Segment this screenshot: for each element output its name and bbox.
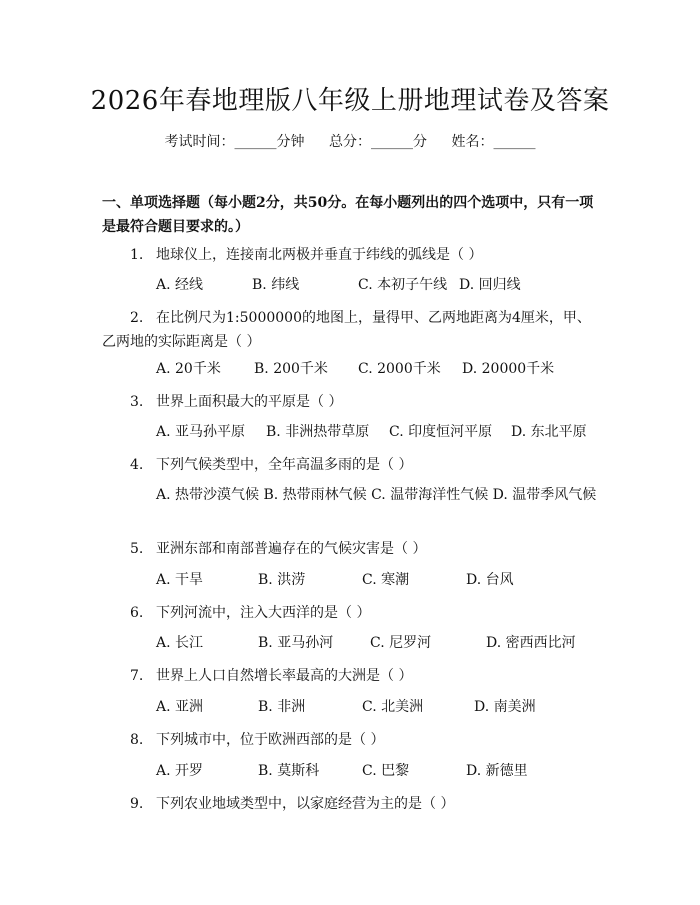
option-b: B. 纬线	[252, 277, 300, 293]
exam-meta	[0, 131, 700, 151]
question-text: 亚洲东部和南部普遍存在的气候灾害是（ ）	[156, 541, 427, 557]
page-title: 2026年春地理版八年级上册地理试卷及答案	[90, 86, 610, 116]
question-9	[102, 792, 602, 816]
option-c: C. 尼罗河	[370, 635, 432, 651]
option-d: D. 20000千米	[462, 361, 555, 377]
option-a: A. 亚马孙平原	[156, 424, 246, 440]
question-5	[102, 537, 602, 561]
option-b: B. 莫斯科	[258, 763, 320, 779]
question-text: 世界上人口自然增长率最高的大洲是（ ）	[156, 668, 413, 684]
exam-time-field: 考试时间：______分钟	[164, 134, 305, 150]
question-number: 2.	[130, 310, 144, 326]
option-b: B. 200千米	[254, 361, 328, 377]
option-a: A. 开罗	[156, 763, 204, 779]
question-number: 5.	[130, 541, 144, 557]
question-text: 下列农业地域类型中，以家庭经营为主的是（ ）	[156, 796, 455, 812]
option-c: C. 巴黎	[362, 763, 410, 779]
option-c: C. 北美洲	[362, 699, 424, 715]
option-b: B. 非洲	[258, 699, 306, 715]
option-a: A. 20千米	[156, 361, 221, 377]
option-c: C. 本初子午线	[358, 277, 448, 293]
question-text: 下列城市中，位于欧洲西部的是（ ）	[156, 732, 385, 748]
question-number: 4.	[130, 457, 144, 473]
question-number: 7.	[130, 668, 144, 684]
question-3	[102, 390, 602, 414]
option-c: C. 印度恒河平原	[389, 424, 493, 440]
question-8	[102, 728, 602, 752]
option-c: C. 2000千米	[358, 361, 441, 377]
option-d: D. 回归线	[459, 277, 521, 293]
option-a: A. 干旱	[156, 572, 204, 588]
question-4	[102, 453, 602, 477]
option-c: C. 寒潮	[362, 572, 410, 588]
option-a: A. 亚洲	[156, 699, 204, 715]
option-d: D. 台风	[466, 572, 514, 588]
question-text: 下列河流中，注入大西洋的是（ ）	[156, 605, 371, 621]
question-6	[102, 601, 602, 625]
question-text: 下列气候类型中，全年高温多雨的是（ ）	[156, 457, 413, 473]
question-text: 在比例尺为1:5000000的地图上，量得甲、乙两地距离为4厘米，甲、乙两地的实际距离是（ ）	[102, 310, 591, 350]
question-number: 3.	[130, 394, 144, 410]
question-text: 地球仪上，连接南北两极并垂直于纬线的弧线是（ ）	[156, 247, 483, 263]
option-a: A. 长江	[156, 635, 204, 651]
question-number: 8.	[130, 732, 144, 748]
option-a: A. 经线	[156, 277, 204, 293]
question-4-options: A. 热带沙漠气候 B. 热带雨林气候 C. 温带海洋性气候 D. 温带季风气候	[156, 487, 597, 503]
student-name-field: 姓名：______	[451, 134, 536, 150]
option-b: B. 洪涝	[258, 572, 306, 588]
question-text: 世界上面积最大的平原是（ ）	[156, 394, 343, 410]
question-1	[102, 243, 602, 267]
option-d: D. 密西西比河	[486, 635, 576, 651]
option-d: D. 东北平原	[511, 424, 587, 440]
question-number: 6.	[130, 605, 144, 621]
option-d: D. 新德里	[466, 763, 528, 779]
question-number: 1.	[130, 247, 144, 263]
option-b: B. 亚马孙河	[258, 635, 334, 651]
section-heading: 一、单项选择题（每小题2分，共50分。在每小题列出的四个选项中，只有一项是最符合题目要求的。）	[102, 195, 594, 235]
question-7	[102, 664, 602, 688]
question-2	[102, 306, 602, 354]
question-number: 9.	[130, 796, 144, 812]
total-score-field: 总分：______分	[329, 134, 427, 150]
option-d: D. 南美洲	[474, 699, 536, 715]
option-b: B. 非洲热带草原	[266, 424, 370, 440]
